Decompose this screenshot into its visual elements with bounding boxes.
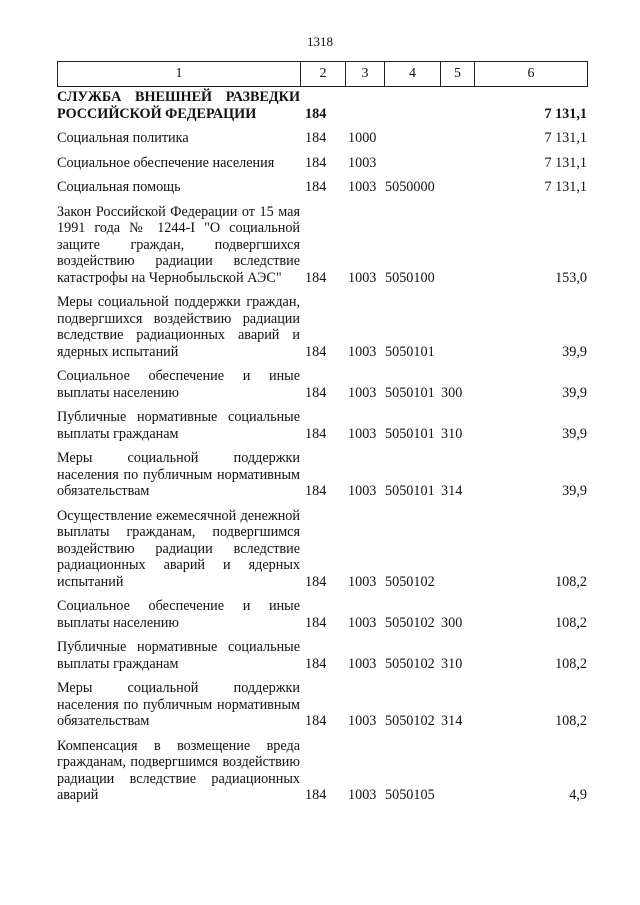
table-row — [57, 680, 587, 730]
page-number: 1318 — [307, 34, 333, 49]
table-row — [57, 155, 587, 172]
amount: 7 131,1 — [544, 130, 587, 146]
target-code: 5050102 — [385, 713, 435, 729]
amount: 7 131,1 — [544, 154, 587, 171]
row-name: Меры социальной поддержки населения по публичным нормативным обязательствам — [57, 680, 300, 729]
expense-type-code: 310 — [441, 425, 463, 442]
section-code: 1003 — [348, 787, 377, 803]
column-header-table — [57, 61, 588, 87]
table-row — [57, 508, 587, 591]
ministry-code: 184 — [305, 269, 327, 286]
target-code: 5050101 — [385, 483, 435, 499]
row-name: Социальное обеспечение и иные выплаты населению — [57, 598, 300, 631]
ministry-code: 184 — [305, 483, 327, 499]
ministry-code: 184 — [305, 713, 327, 729]
section-code: 1003 — [348, 713, 377, 729]
column-header-2: 2 — [301, 62, 346, 87]
table-row — [57, 639, 587, 672]
row-name: Меры социальной поддержки граждан, подвергшихся воздействию радиации вследствие радиационных аварий и ядерных испытаний — [57, 294, 300, 360]
amount: 7 131,1 — [544, 105, 587, 122]
target-code: 5050000 — [385, 179, 435, 195]
target-code: 5050101 — [385, 343, 435, 360]
section-code: 1003 — [348, 655, 377, 672]
column-header-4: 4 — [385, 62, 441, 87]
row-name: Социальное обеспечение населения — [57, 154, 275, 171]
ministry-code: 184 — [305, 343, 327, 360]
expense-type-code: 300 — [441, 614, 463, 631]
table-row — [57, 450, 587, 500]
amount: 108,2 — [555, 573, 587, 590]
ministry-code: 184 — [305, 105, 327, 122]
row-name: Компенсация в возмещение вреда гражданам, подвергшимся воздействию радиации вследствие радиационных аварий — [57, 737, 300, 803]
target-code: 5050105 — [385, 787, 435, 803]
column-header-1: 1 — [58, 62, 301, 87]
section-code: 1003 — [348, 483, 377, 499]
amount: 39,9 — [562, 343, 587, 360]
target-code: 5050102 — [385, 655, 435, 672]
section-code: 1003 — [348, 269, 377, 286]
ministry-code: 184 — [305, 384, 327, 401]
amount: 39,9 — [562, 483, 587, 499]
table-row — [57, 598, 587, 631]
ministry-code: 184 — [305, 787, 327, 803]
budget-table-body — [57, 87, 587, 804]
row-name: Социальная помощь — [57, 179, 181, 195]
expense-type-code: 300 — [441, 384, 463, 401]
row-name: Социальное обеспечение и иные выплаты населению — [57, 368, 300, 401]
amount: 39,9 — [562, 384, 587, 401]
column-header-3: 3 — [346, 62, 385, 87]
table-row — [57, 204, 587, 287]
expense-type-code: 314 — [441, 483, 463, 499]
section-code: 1003 — [348, 425, 377, 442]
target-code: 5050102 — [385, 614, 435, 631]
table-row — [57, 738, 587, 804]
row-name: Закон Российской Федерации от 15 мая 1991 года № 1244-I "О социальной защите граждан, подвергшихся воздействию радиации вследствие катастрофы на Чернобыльской АЭС" — [57, 203, 300, 286]
row-name: Публичные нормативные социальные выплаты гражданам — [57, 409, 300, 442]
table-row — [57, 294, 587, 360]
section-code: 1000 — [348, 130, 377, 146]
amount: 153,0 — [555, 269, 587, 286]
column-header-6: 6 — [475, 62, 588, 87]
target-code: 5050101 — [385, 384, 435, 401]
target-code: 5050102 — [385, 573, 435, 590]
table-row — [57, 409, 587, 442]
ministry-code: 184 — [305, 655, 327, 672]
expense-type-code: 314 — [441, 713, 463, 729]
amount: 108,2 — [555, 614, 587, 631]
ministry-code: 184 — [305, 179, 327, 195]
section-code: 1003 — [348, 614, 377, 631]
ministry-code: 184 — [305, 154, 327, 171]
table-row — [57, 179, 587, 196]
section-code: 1003 — [348, 343, 377, 360]
row-name: Публичные нормативные социальные выплаты гражданам — [57, 639, 300, 672]
amount: 108,2 — [555, 713, 587, 729]
amount: 39,9 — [562, 425, 587, 442]
table-row — [57, 368, 587, 401]
row-name: СЛУЖБА ВНЕШНЕЙ РАЗВЕДКИ РОССИЙСКОЙ ФЕДЕРАЦИИ — [57, 89, 300, 122]
ministry-code: 184 — [305, 573, 327, 590]
target-code: 5050100 — [385, 269, 435, 286]
amount: 108,2 — [555, 655, 587, 672]
section-code: 1003 — [348, 179, 377, 195]
row-name: Осуществление ежемесячной денежной выплаты гражданам, подвергшимся воздействию радиации вследствие радиационных аварий и ядерных испытаний — [57, 507, 300, 590]
amount: 7 131,1 — [544, 179, 587, 195]
ministry-code: 184 — [305, 130, 327, 146]
amount: 4,9 — [569, 787, 587, 803]
section-code: 1003 — [348, 384, 377, 401]
ministry-code: 184 — [305, 614, 327, 631]
expense-type-code: 310 — [441, 655, 463, 672]
section-code: 1003 — [348, 573, 377, 590]
target-code: 5050101 — [385, 425, 435, 442]
table-row — [57, 89, 587, 122]
table-row — [57, 130, 587, 147]
ministry-code: 184 — [305, 425, 327, 442]
row-name: Меры социальной поддержки населения по публичным нормативным обязательствам — [57, 450, 300, 499]
column-header-5: 5 — [441, 62, 475, 87]
section-code: 1003 — [348, 154, 377, 171]
row-name: Социальная политика — [57, 130, 189, 146]
